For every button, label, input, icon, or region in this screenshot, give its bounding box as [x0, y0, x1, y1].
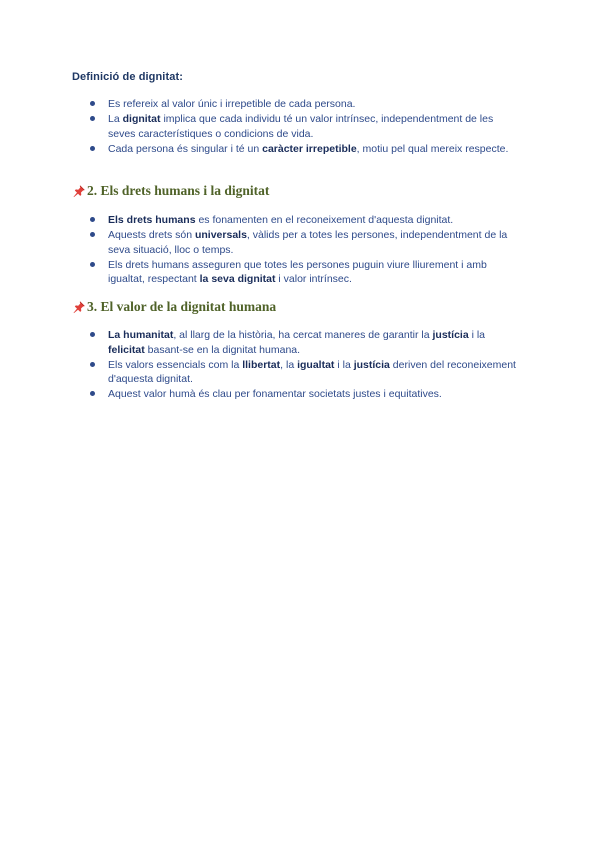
definition-title: Definició de dignitat:	[72, 71, 183, 83]
text-run: i valor intrínsec.	[275, 273, 352, 286]
bullet-icon	[90, 217, 95, 222]
list-item	[0, 97, 600, 112]
bullet-icon	[90, 262, 95, 267]
bold-text: caràcter irrepetible	[262, 142, 357, 155]
text-run: La	[108, 112, 123, 125]
bold-text: la seva dignitat	[199, 273, 276, 286]
bullet-icon	[90, 362, 95, 367]
bold-text: Els drets humans	[108, 214, 196, 226]
bold-text: dignitat	[122, 112, 161, 125]
bullet-icon	[90, 232, 95, 237]
list-item	[0, 228, 600, 257]
text-run: i la	[334, 358, 354, 371]
text-run: Els valors essencials com la	[108, 358, 243, 371]
list-item	[0, 258, 600, 287]
text-run: implica que cada individu té un valor intrínsec, independentment de les seves característiques o condicions de vida.	[108, 112, 494, 140]
section-2-heading-text: 2. Els drets humans i la dignitat	[87, 183, 270, 198]
bullet-icon	[90, 146, 95, 151]
text-run: , al llarg de la història, ha cercat maneres de garantir la	[173, 329, 433, 341]
definition-list	[0, 97, 600, 157]
list-item	[0, 112, 600, 141]
bold-text: La humanitat	[108, 329, 174, 341]
pushpin-icon	[72, 300, 86, 314]
section-3-heading-text: 3. El valor de la dignitat humana	[87, 299, 277, 314]
bold-text: universals	[194, 228, 247, 241]
bold-text: justícia	[432, 329, 469, 341]
text-run: basant-se en la dignitat humana.	[144, 343, 301, 356]
pushpin-icon	[72, 184, 86, 198]
list-item	[0, 358, 600, 387]
text-run: , motiu pel qual mereix respecte.	[356, 142, 509, 155]
bullet-icon	[90, 332, 95, 337]
bullet-icon	[90, 391, 95, 396]
text-run: Els drets humans asseguren que totes les persones puguin viure lliurement i amb igualtat, respectant	[108, 258, 487, 286]
bullet-icon	[90, 116, 95, 121]
list-item	[0, 142, 600, 157]
bold-text: igualtat	[297, 358, 335, 371]
section-2-heading	[72, 183, 269, 199]
text-run: , vàlids per a totes les persones, independentment de la seva situació, lloc o temps.	[108, 228, 508, 256]
text-run: deriven del reconeixement d'aquesta dignitat.	[108, 358, 516, 386]
bold-text: llibertat	[242, 358, 281, 371]
list-item	[0, 328, 600, 357]
text-run: , la	[280, 358, 298, 371]
bold-text: justícia	[353, 358, 390, 371]
text-run: es fonamenten en el reconeixement d'aquesta dignitat.	[195, 214, 454, 226]
list-item	[0, 213, 600, 228]
bold-text: felicitat	[108, 343, 145, 356]
text-run: i la	[468, 329, 486, 341]
text-run: Aquests drets són	[108, 228, 195, 241]
section-2-list	[0, 213, 600, 287]
text-run: Aquest valor humà és clau per fonamentar societats justes i equitatives.	[108, 388, 442, 401]
text-run: Cada persona és singular i té un	[108, 142, 263, 155]
section-3-heading	[72, 299, 276, 315]
text-run: Es refereix al valor únic i irrepetible de cada persona.	[108, 98, 356, 110]
section-3-list	[0, 328, 600, 402]
list-item	[0, 387, 600, 402]
bullet-icon	[90, 101, 95, 106]
